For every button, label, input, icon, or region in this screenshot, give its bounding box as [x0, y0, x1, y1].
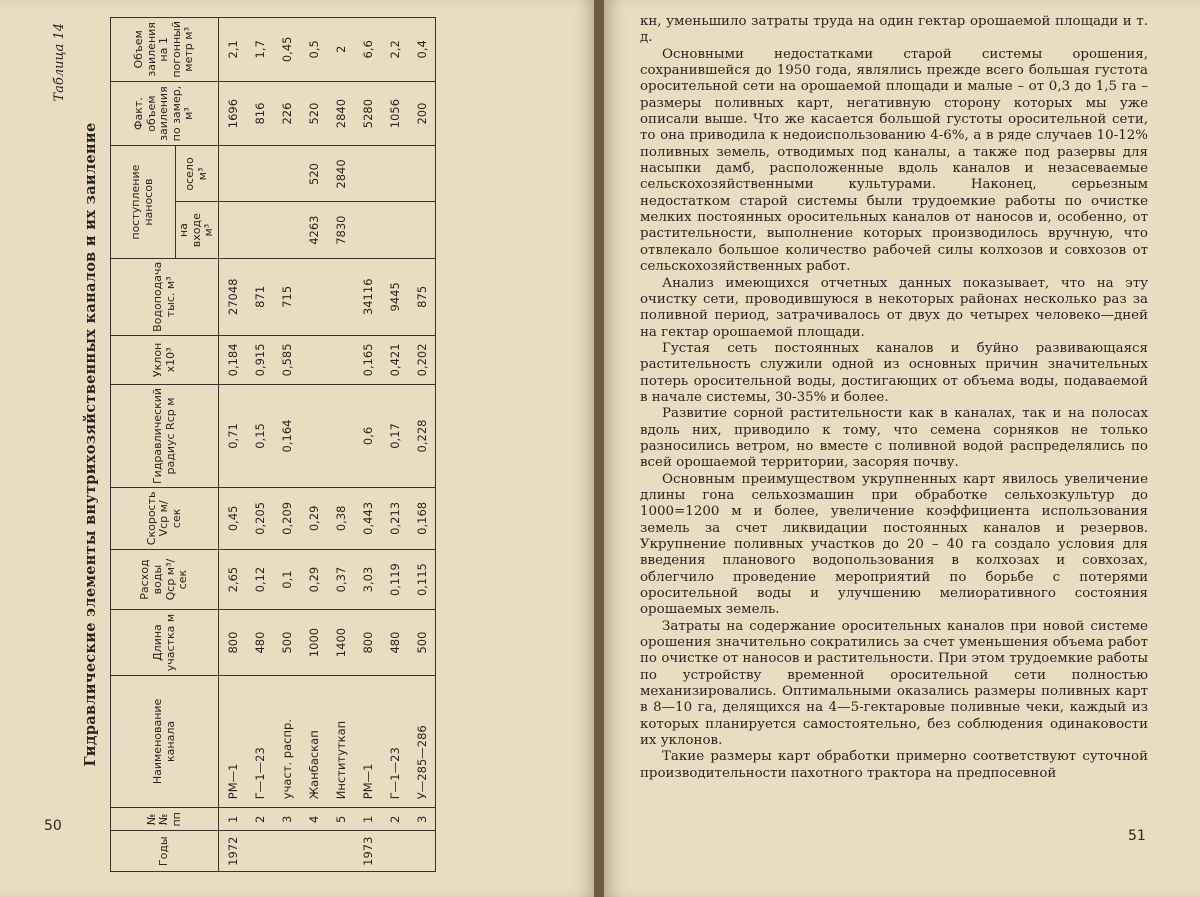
cell-radius: 0,71 [219, 384, 247, 487]
cell-year: 1972 [219, 831, 247, 872]
cell-radius [327, 384, 354, 487]
table-row [219, 18, 247, 872]
header-sediment: поступление наносов [111, 146, 176, 258]
cell-per-m: 2 [327, 18, 354, 82]
table-row [300, 18, 327, 872]
cell-velocity: 0,29 [300, 488, 327, 550]
cell-radius: 0,15 [246, 384, 273, 487]
cell-flow: 0,29 [300, 549, 327, 610]
rotated-table-block [48, 17, 548, 872]
cell-actual: 5280 [354, 81, 381, 146]
cell-actual: 1056 [381, 81, 408, 146]
cell-per-m: 0,45 [273, 18, 300, 82]
cell-year: 1973 [354, 831, 381, 872]
cell-sed-settled: 520 [300, 146, 327, 202]
cell-number: 2 [246, 808, 273, 831]
cell-actual: 200 [408, 81, 436, 146]
cell-name: РМ—1 [219, 675, 247, 808]
cell-per-m: 2,2 [381, 18, 408, 82]
cell-slope: 0,184 [219, 335, 247, 384]
cell-sed-in: 4263 [300, 202, 327, 258]
cell-length: 1400 [327, 610, 354, 675]
header-number: №№ пп [111, 808, 219, 831]
cell-radius: 0,6 [354, 384, 381, 487]
cell-year [246, 831, 273, 872]
cell-sed-settled [381, 146, 408, 202]
table-row [246, 18, 273, 872]
table-row [327, 18, 354, 872]
cell-water: 875 [408, 258, 436, 335]
table-row [408, 18, 436, 872]
cell-velocity: 0,205 [246, 488, 273, 550]
cell-year [408, 831, 436, 872]
cell-slope: 0,421 [381, 335, 408, 384]
page-number-right: 51 [1128, 828, 1146, 844]
header-slope: Уклон х10³ [111, 335, 219, 384]
cell-sed-settled [354, 146, 381, 202]
cell-slope: 0,915 [246, 335, 273, 384]
header-velocity: Скорость Vср м/сек [111, 488, 219, 550]
cell-flow: 2,65 [219, 549, 247, 610]
cell-sed-in [408, 202, 436, 258]
header-actual-volume: Факт. объем заиления по замер, м³ [111, 81, 219, 146]
cell-per-m: 6,6 [354, 18, 381, 82]
cell-sed-settled [219, 146, 247, 202]
cell-actual: 2840 [327, 81, 354, 146]
cell-water [300, 258, 327, 335]
cell-sed-settled: 2840 [327, 146, 354, 202]
header-sediment-in: на входе м³ [176, 202, 219, 258]
cell-velocity: 0,45 [219, 488, 247, 550]
table-row [354, 18, 381, 872]
cell-year [381, 831, 408, 872]
header-years: Годы [111, 831, 219, 872]
cell-radius: 0,228 [408, 384, 436, 487]
cell-flow: 0,12 [246, 549, 273, 610]
table-label: Таблица 14 [52, 23, 67, 102]
cell-length: 500 [408, 610, 436, 675]
paragraph: Такие размеры карт обработки примерно соответствуют суточной производительности пахотного трактора на предпосевной [640, 749, 1148, 781]
cell-water: 27048 [219, 258, 247, 335]
paragraph: Затраты на содержание оросительных каналов при новой системе орошения значительно сократились за счет уменьшения объема работ по очистке от наносов и растительности. При этом трудоемкие работы по устройству временной оросительной сети полностью механизировались. Оптимальными оказались размеры поливных карт в 8—10 га, делящихся на 4—5-гектаровые поливные чеки, каждый из которых планируется самостоятельно, без соблюдения одинаковости их уклонов. [640, 618, 1148, 749]
cell-sed-in [246, 202, 273, 258]
cell-sed-in [219, 202, 247, 258]
cell-length: 480 [246, 610, 273, 675]
header-per-meter: Объем заиления на 1 погонный метр м³ [111, 18, 219, 82]
cell-year [327, 831, 354, 872]
cell-number: 2 [381, 808, 408, 831]
cell-per-m: 2,1 [219, 18, 247, 82]
cell-velocity: 0,168 [408, 488, 436, 550]
page-number-left: 50 [44, 818, 62, 834]
cell-actual: 520 [300, 81, 327, 146]
cell-length: 800 [354, 610, 381, 675]
cell-sed-in: 7830 [327, 202, 354, 258]
cell-name: Г—1—23 [381, 675, 408, 808]
cell-per-m: 0,4 [408, 18, 436, 82]
paragraph: кн, уменьшило затраты труда на один гектар орошаемой площади и т. д. [640, 14, 1148, 46]
header-water-volume: Водоподача тыс. м³ [111, 258, 219, 335]
cell-year [300, 831, 327, 872]
header-flow: Расход воды Qср м³/сек [111, 549, 219, 610]
cell-sed-settled [408, 146, 436, 202]
cell-radius [300, 384, 327, 487]
header-sediment-settled: осело м³ [176, 146, 219, 202]
header-name: Наименование канала [111, 675, 219, 808]
cell-radius: 0,17 [381, 384, 408, 487]
cell-number: 5 [327, 808, 354, 831]
cell-sed-settled [246, 146, 273, 202]
cell-sed-in [381, 202, 408, 258]
cell-name: Институткап [327, 675, 354, 808]
body-text [640, 14, 1148, 782]
header-radius: Гидравлический радиус Rср м [111, 384, 219, 487]
cell-slope: 0,202 [408, 335, 436, 384]
cell-actual: 226 [273, 81, 300, 146]
cell-name: участ. распр. [273, 675, 300, 808]
right-page [604, 0, 1200, 897]
cell-sed-settled [273, 146, 300, 202]
cell-slope [327, 335, 354, 384]
cell-flow: 0,115 [408, 549, 436, 610]
cell-number: 1 [219, 808, 247, 831]
paragraph: Развитие сорной растительности как в каналах, так и на полосах вдоль них, приводило к тому, что семена сорняков не только разносились ветром, но вместе с поливной водой распределялись по всей орошаемой территории, засоряя почву. [640, 406, 1148, 471]
cell-name: Г—1—23 [246, 675, 273, 808]
paragraph: Основными недостатками старой системы орошения, сохранившейся до 1950 года, являлись прежде всего большая густота оросительной сети на орошаемой площади и малые – от 0,3 до 1,5 га – размеры поливных карт, негативную сторону которых мы уже описали выше. Что же касается большой густоты оросительной сети, то она приводила к недоиспользованию 4-6%, а в ряде случаев 10-12% поливных земель, отводимых под каналы, а также под разервы для насыпки дамб, расположенные вдоль каналов и незасеваемые сельскохозяйственными культурами. Наконец, серьезным недостатком старой системы были трудоемкие работы по очистке мелких постоянных оросительных каналов от наносов и, особенно, от растительности, выполнение которых производилось вручную, что отвлекало большое количество рабочей силы колхозов и совхозов от сельскохозяйственных работ. [640, 46, 1148, 275]
hydraulic-table [110, 17, 436, 872]
cell-length: 800 [219, 610, 247, 675]
cell-flow: 0,1 [273, 549, 300, 610]
cell-water: 715 [273, 258, 300, 335]
cell-actual: 816 [246, 81, 273, 146]
cell-flow: 0,37 [327, 549, 354, 610]
cell-slope [300, 335, 327, 384]
cell-water: 871 [246, 258, 273, 335]
paragraph: Анализ имеющихся отчетных данных показывает, что на эту очистку сети, проводившуюся в некоторых районах несколько раз за поливной период, затрачивалось от двух до четырех человеко—дней на гектар орошаемой площади. [640, 275, 1148, 340]
cell-flow: 3,03 [354, 549, 381, 610]
cell-length: 480 [381, 610, 408, 675]
table-title: Гидравлические элементы внутрихозяйственных каналов и их заиление [82, 122, 99, 767]
cell-number: 1 [354, 808, 381, 831]
cell-velocity: 0,443 [354, 488, 381, 550]
cell-name: Жанбаскап [300, 675, 327, 808]
header-length: Длина участка м [111, 610, 219, 675]
cell-water: 34116 [354, 258, 381, 335]
cell-sed-in [273, 202, 300, 258]
cell-name: У—285—286 [408, 675, 436, 808]
cell-actual: 1696 [219, 81, 247, 146]
cell-water: 9445 [381, 258, 408, 335]
table-row [381, 18, 408, 872]
cell-water [327, 258, 354, 335]
cell-length: 500 [273, 610, 300, 675]
cell-slope: 0,585 [273, 335, 300, 384]
cell-slope: 0,165 [354, 335, 381, 384]
cell-length: 1000 [300, 610, 327, 675]
left-page [0, 0, 596, 897]
cell-velocity: 0,213 [381, 488, 408, 550]
cell-number: 4 [300, 808, 327, 831]
cell-per-m: 0,5 [300, 18, 327, 82]
cell-name: РМ—1 [354, 675, 381, 808]
table-row [273, 18, 300, 872]
cell-number: 3 [408, 808, 436, 831]
cell-flow: 0,119 [381, 549, 408, 610]
cell-number: 3 [273, 808, 300, 831]
paragraph: Густая сеть постоянных каналов и буйно развивающаяся растительность служили одной из основных причин значительных потерь оросительной воды, достигающих от объема воды, подаваемой в начале системы, 30-35% и более. [640, 340, 1148, 405]
cell-velocity: 0,209 [273, 488, 300, 550]
cell-sed-in [354, 202, 381, 258]
cell-year [273, 831, 300, 872]
paragraph: Основным преимуществом укрупненных карт явилось увеличение длины гона сельхозмашин при обработке сельхозкультур до 1000=1200 м и более, увеличение коэффициента использования земель за счет ликвидации постоянных каналов и резервов. Укрупнение поливных участков до 20 – 40 га создало условия для введения планового водопользования в колхозах и совхозах, облегчило проведение мероприятий по борьбе с потерями оросительной воды и улучшению мелиоративного состояния орошаемых земель. [640, 471, 1148, 618]
cell-velocity: 0,38 [327, 488, 354, 550]
cell-per-m: 1,7 [246, 18, 273, 82]
cell-radius: 0,164 [273, 384, 300, 487]
